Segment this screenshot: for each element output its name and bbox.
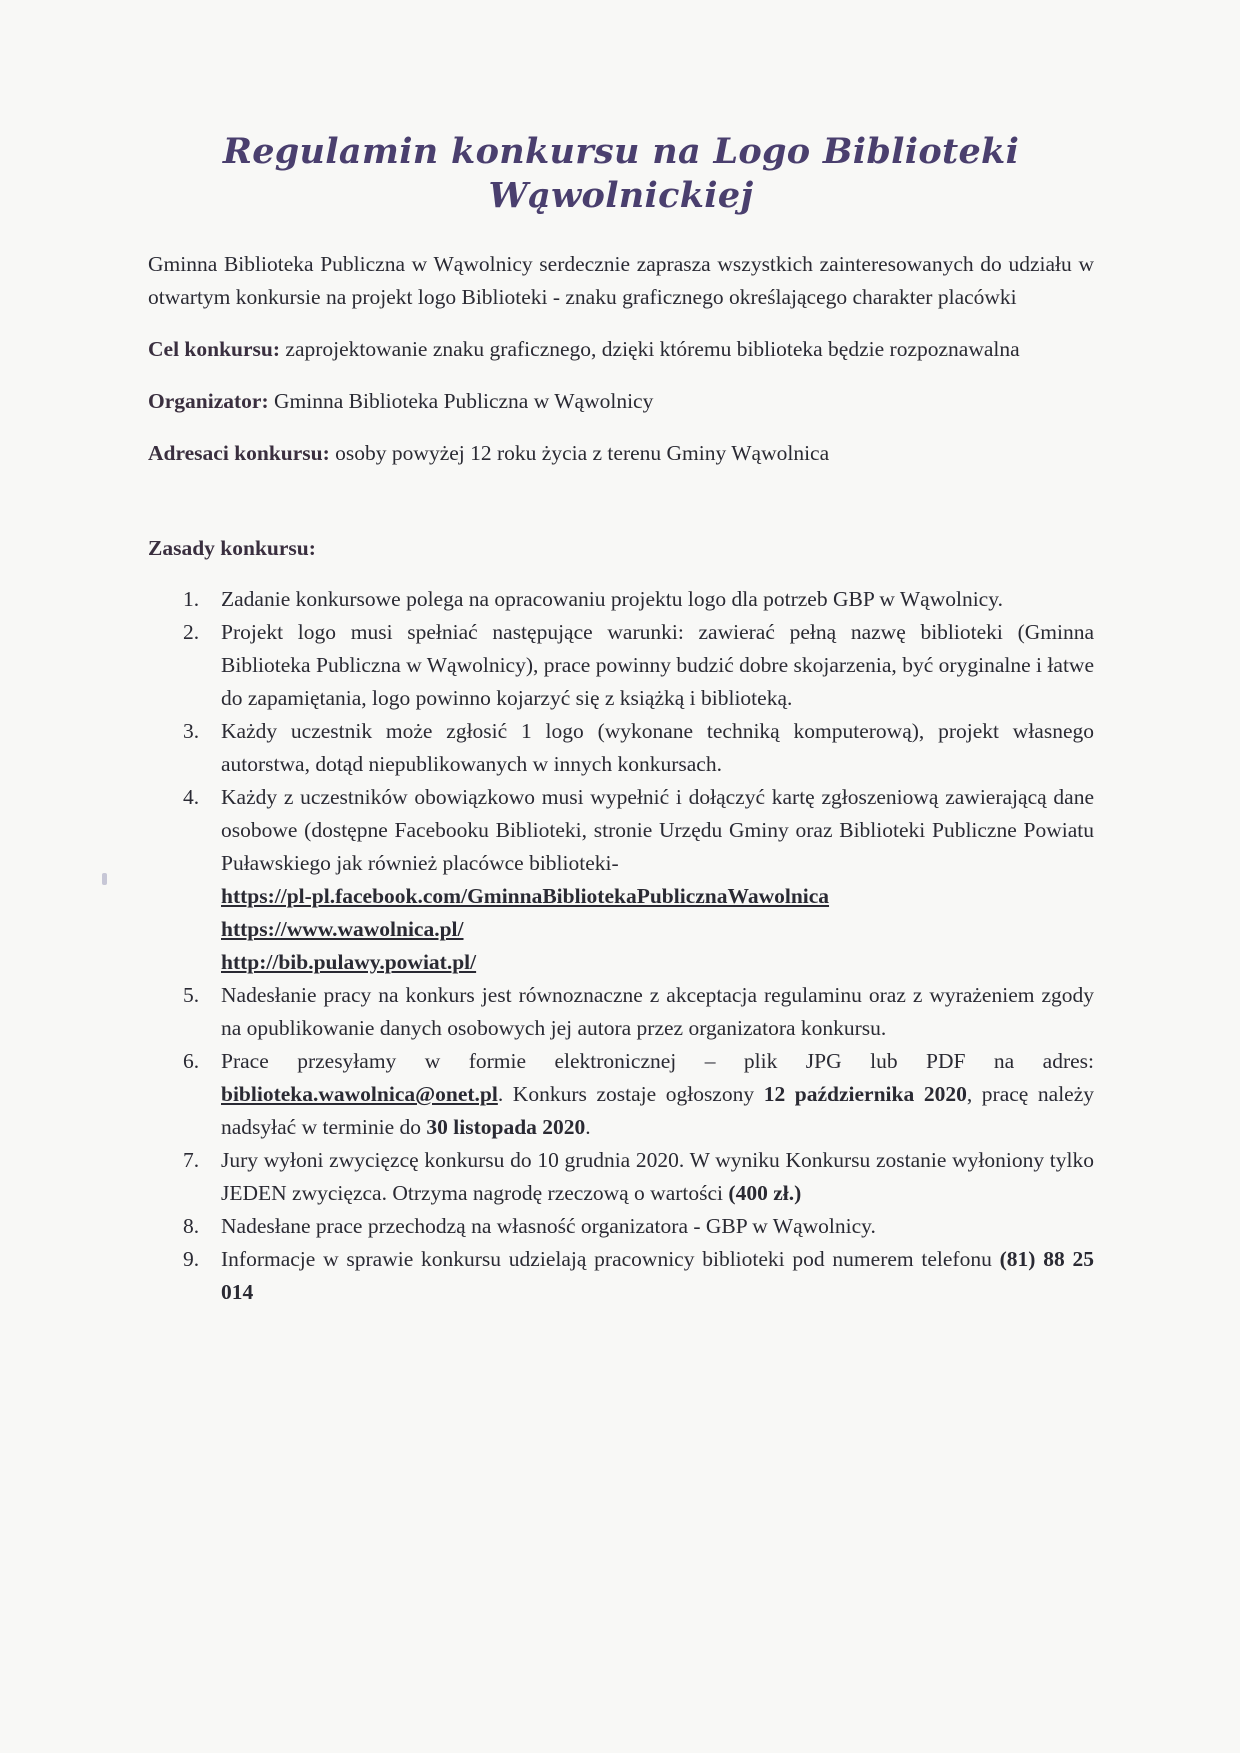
rule-text: . <box>585 1115 591 1139</box>
organizer-line <box>148 385 1094 418</box>
rule-number: 8. <box>183 1214 200 1238</box>
rule-item-9 <box>148 1243 1094 1309</box>
goal-paragraph <box>148 333 1094 366</box>
rule-number: 5. <box>183 983 200 1007</box>
rule-number: 1. <box>183 587 200 611</box>
rule-item-3 <box>148 715 1094 781</box>
deadline-date: 30 listopada 2020 <box>426 1115 586 1139</box>
organizer-text: Gminna Biblioteka Publiczna w Wąwolnicy <box>273 389 654 413</box>
intro-paragraph: Gminna Biblioteka Publiczna w Wąwolnicy serdecznie zaprasza wszystkich zainteresowanych do udziału w otwartym konkursie na projekt logo Biblioteki - znaku graficznego określającego charakter placówki <box>148 252 1094 309</box>
rule-item-8 <box>148 1210 1094 1243</box>
email-link[interactable]: biblioteka.wawolnica@onet.pl <box>221 1082 498 1106</box>
rule-text: , pracę należy nadsyłać w terminie do <box>221 1082 1095 1139</box>
rule-number: 2. <box>183 620 200 644</box>
rule-text: Jury wyłoni zwycięzcę konkursu do 10 grudnia 2020. W wyniku Konkursu zostanie wyłoniony tylko JEDEN zwycięzca. Otrzyma nagrodę rzeczową o wartości <box>221 1148 1094 1205</box>
goal-label: Cel konkursu: <box>148 337 281 361</box>
audience-label: Adresaci konkursu: <box>148 441 330 465</box>
audience-text: osoby powyżej 12 roku życia z terenu Gminy Wąwolnica <box>335 441 830 465</box>
rules-list <box>148 583 1094 1309</box>
rule-text: Nadesłane prace przechodzą na własność organizatora - GBP w Wąwolnicy. <box>221 1214 876 1238</box>
rule-text: Projekt logo musi spełniać następujące warunki: zawierać pełną nazwę biblioteki (Gminna Biblioteka Publiczna w Wąwolnicy), prace powinny budzić dobre skojarzenia, być oryginalne i łatwe do zapamiętania, logo powinno kojarzyć się z książką i biblioteką. <box>221 620 1094 710</box>
rule-text: . Konkurs zostaje ogłoszony <box>497 1082 755 1106</box>
rule-text: Prace przesyłamy w formie elektronicznej – plik JPG lub PDF na adres: <box>221 1049 1094 1073</box>
scan-speck <box>102 873 107 885</box>
rule-text: Nadesłanie pracy na konkurs jest równoznaczne z akceptacja regulaminu oraz z wyrażeniem zgody na opublikowanie danych osobowych jej autora przez organizatora konkursu. <box>221 983 1094 1040</box>
wawolnica-link[interactable]: https://www.wawolnica.pl/ <box>221 917 464 941</box>
rule-number: 7. <box>183 1148 200 1172</box>
rule-item-1 <box>148 583 1094 616</box>
audience-line <box>148 437 1094 470</box>
rule-text: Każdy z uczestników obowiązkowo musi wypełnić i dołączyć kartę zgłoszeniową zawierającą dane osobowe (dostępne Facebooku Biblioteki, stronie Urzędu Gminy oraz Biblioteki Publiczne Powiatu Puławskiego jak również placówce biblioteki- <box>221 785 1094 875</box>
rule-text: Każdy uczestnik może zgłosić 1 logo (wykonane techniką komputerową), projekt własnego autorstwa, dotąd niepublikowanych w innych konkursach. <box>221 719 1094 776</box>
document-title: Regulamin konkursu na Logo Biblioteki Wąwolnickiej <box>222 131 1020 216</box>
rule-text: Informacje w sprawie konkursu udzielają pracownicy biblioteki pod numerem telefonu <box>221 1247 992 1271</box>
rule-number: 4. <box>183 785 200 809</box>
facebook-link[interactable]: https://pl-pl.facebook.com/GminnaBibliotekaPublicznaWawolnica <box>221 884 830 908</box>
rules-title: Zasady konkursu: <box>148 536 316 560</box>
powiat-library-link[interactable]: http://bib.pulawy.powiat.pl/ <box>221 950 477 974</box>
rule-item-5 <box>148 979 1094 1045</box>
rule-item-7 <box>148 1144 1094 1210</box>
rule-text: Zadanie konkursowe polega na opracowaniu projektu logo dla potrzeb GBP w Wąwolnicy. <box>221 587 1003 611</box>
rule-item-4 <box>148 781 1094 979</box>
organizer-label: Organizator: <box>148 389 269 413</box>
rule-number: 3. <box>183 719 200 743</box>
phone-number: (81) 88 25 014 <box>221 1247 1094 1304</box>
announce-date: 12 października 2020 <box>763 1082 967 1106</box>
prize-value: (400 zł.) <box>728 1181 802 1205</box>
rule-number: 6. <box>183 1049 200 1073</box>
rule-number: 9. <box>183 1247 200 1271</box>
rule-item-6 <box>148 1045 1094 1144</box>
document-content <box>148 130 1094 1309</box>
goal-text: zaprojektowanie znaku graficznego, dzięki któremu biblioteka będzie rozpoznawalna <box>285 337 1020 361</box>
rule-item-2 <box>148 616 1094 715</box>
